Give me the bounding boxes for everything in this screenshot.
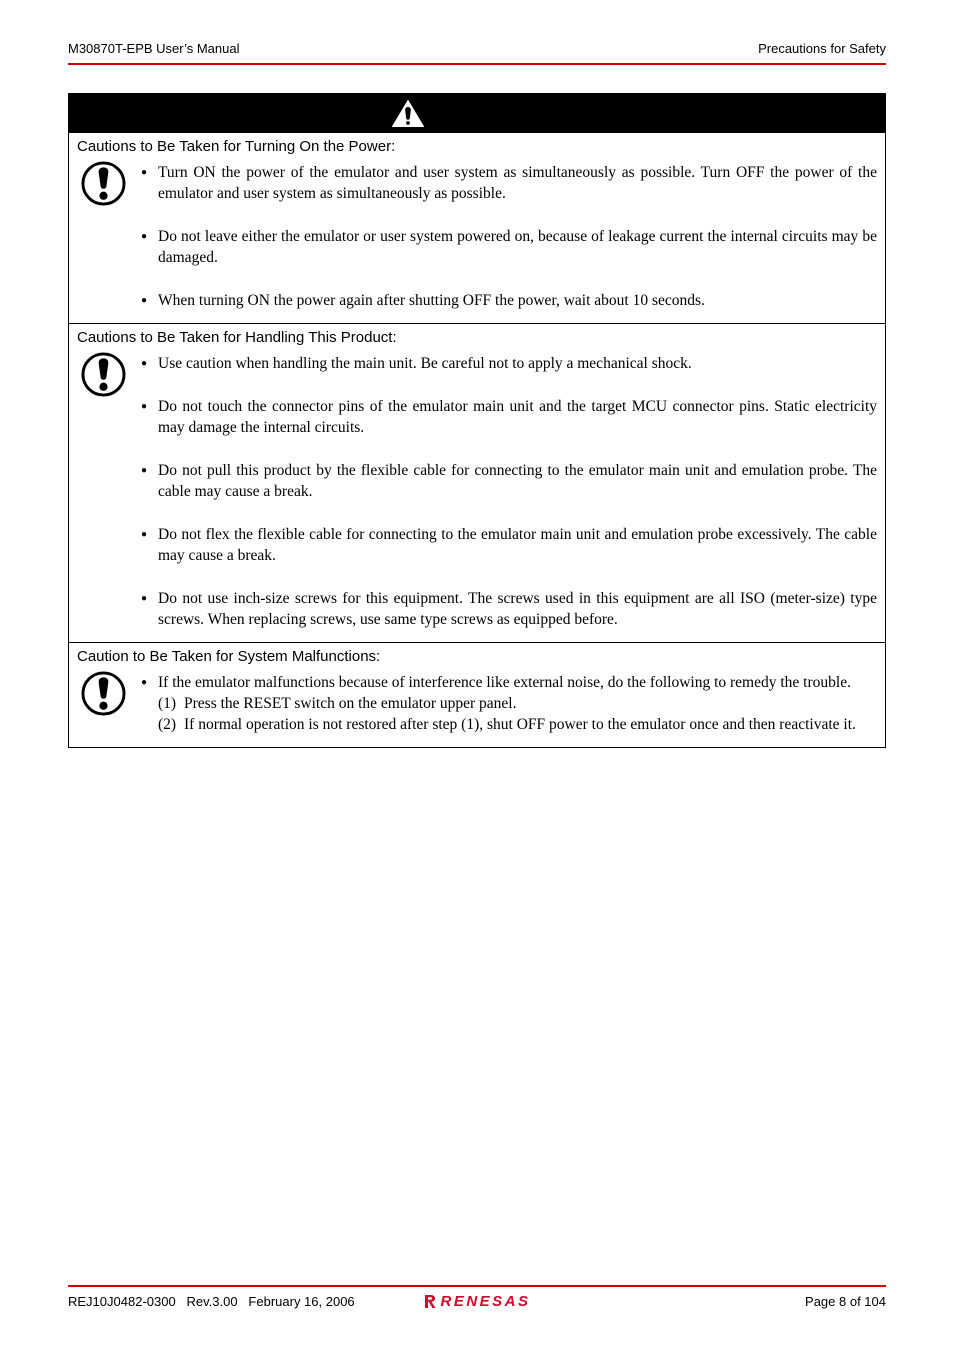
step-item [158, 714, 877, 735]
bullet-text [158, 588, 877, 630]
bullet-icon: ● [141, 167, 148, 178]
renesas-logo [423, 1293, 530, 1310]
bullet-text [158, 672, 877, 735]
step-text: If normal operation is not restored after step (1), shut OFF power to the emulator once and then reactivate it. [184, 716, 856, 733]
bullet-item [141, 588, 877, 630]
exclamation-circle-icon [80, 160, 127, 207]
bullet-icon: ● [141, 529, 148, 540]
section-body [141, 672, 877, 735]
bullet-text [158, 162, 877, 204]
page-footer [68, 1293, 886, 1310]
section-title: Caution to Be Taken for System Malfunctions: [77, 648, 381, 665]
bullet-icon: ● [141, 677, 148, 688]
warning-triangle-icon [391, 99, 425, 128]
step-text: Press the RESET switch on the emulator upper panel. [184, 695, 517, 712]
bullet-text [158, 290, 877, 311]
step-number: (2) [158, 716, 177, 733]
renesas-logo-mark-icon [423, 1294, 436, 1309]
section-body [141, 353, 877, 630]
bullet-icon: ● [141, 593, 148, 604]
exclamation-circle-icon [80, 670, 127, 717]
caution-box [68, 93, 886, 748]
bullet-item [141, 226, 877, 268]
bullet-icon: ● [141, 231, 148, 242]
bullet-item [141, 290, 877, 311]
footer-rule [68, 1285, 886, 1287]
bullet-sentence: Do not touch the connector pins of the emulator main unit and the target MCU connector pins. Static electricity may damage the internal circuits. [158, 398, 877, 436]
bullet-text [158, 226, 877, 268]
bullet-text [158, 460, 877, 502]
bullet-icon: ● [141, 358, 148, 369]
exclamation-circle-icon [80, 351, 127, 398]
caution-section [69, 132, 885, 323]
bullet-text [158, 353, 877, 374]
footer-page-number: Page 8 of 104 [805, 1294, 886, 1309]
bullet-item [141, 524, 877, 566]
bullet-sentence: Turn ON the power of the emulator and user system as simultaneously as possible. Turn OFF the power of the emulator and user system as simultaneously as possible. [158, 164, 877, 202]
bullet-text [158, 396, 877, 438]
caution-section [69, 323, 885, 642]
bullet-item [141, 672, 877, 735]
bullet-sentence: Do not pull this product by the flexible cable for connecting to the emulator main unit and emulation probe. The cable may cause a break. [158, 462, 877, 500]
step-item [158, 693, 877, 714]
renesas-logo-text: RENESAS [440, 1293, 531, 1310]
bullet-sentence: Do not leave either the emulator or user system powered on, because of leakage current the internal circuits may be damaged. [158, 228, 877, 266]
bullet-sentence: If the emulator malfunctions because of interference like external noise, do the following to remedy the trouble. [158, 674, 851, 691]
page-header [68, 41, 886, 65]
step-number: (1) [158, 695, 177, 712]
bullet-icon: ● [141, 401, 148, 412]
bullet-sentence: Do not use inch-size screws for this equipment. The screws used in this equipment are all ISO (meter-size) type screws. When replacing screws, use same type screws as equipped before. [158, 590, 877, 628]
bullet-sentence: When turning ON the power again after shutting OFF the power, wait about 10 seconds. [158, 292, 705, 309]
bullet-item [141, 353, 877, 374]
caution-sections [69, 132, 885, 747]
bullet-item [141, 460, 877, 502]
footer-doc-info: REJ10J0482-0300 Rev.3.00 February 16, 2006 [68, 1294, 355, 1309]
bullet-sentence: Use caution when handling the main unit. Be careful not to apply a mechanical shock. [158, 355, 692, 372]
caution-section [69, 642, 885, 747]
bullet-sentence: Do not flex the flexible cable for connecting to the emulator main unit and emulation probe excessively. The cable may cause a break. [158, 526, 877, 564]
header-left-title: M30870T-EPB User’s Manual [68, 41, 240, 56]
section-body [141, 162, 877, 311]
caution-banner [69, 94, 885, 132]
bullet-text [158, 524, 877, 566]
bullet-item [141, 162, 877, 204]
section-title: Cautions to Be Taken for Turning On the Power: [77, 138, 396, 155]
header-right-title: Precautions for Safety [758, 41, 886, 56]
bullet-item [141, 396, 877, 438]
section-title: Cautions to Be Taken for Handling This Product: [77, 329, 397, 346]
bullet-icon: ● [141, 295, 148, 306]
bullet-icon: ● [141, 465, 148, 476]
